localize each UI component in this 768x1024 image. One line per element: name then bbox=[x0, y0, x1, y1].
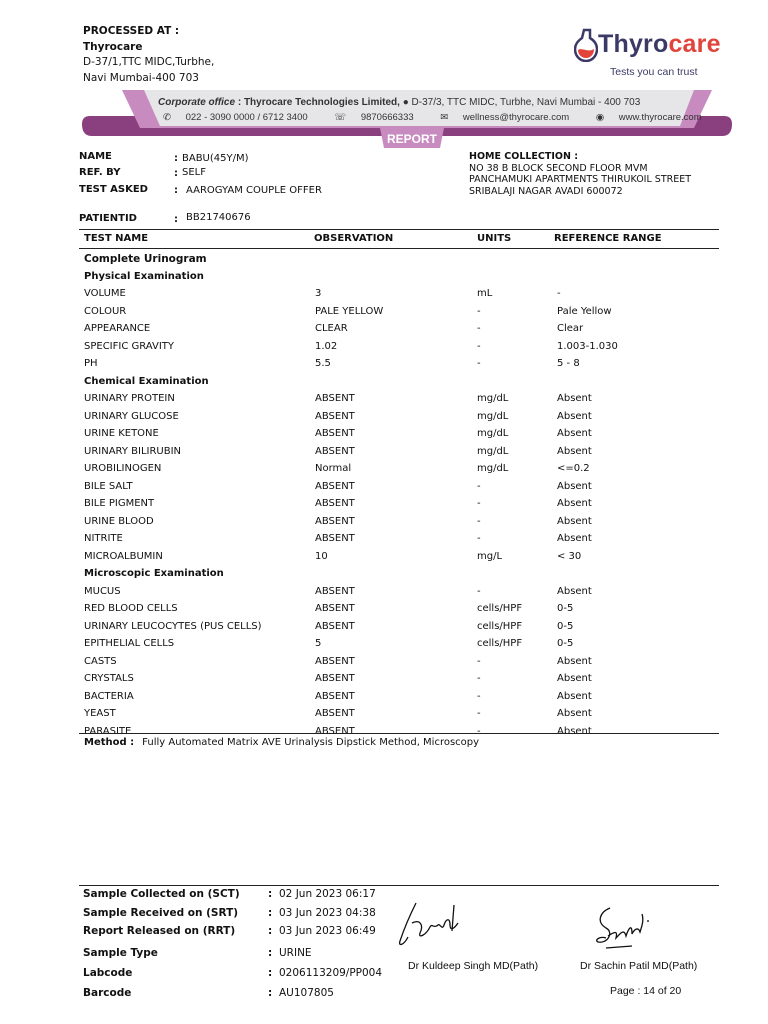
units-cell: cells/HPF bbox=[477, 620, 523, 632]
colon: : bbox=[268, 947, 273, 959]
colon: : bbox=[268, 967, 273, 979]
logo-word-part2: care bbox=[668, 30, 721, 58]
test-name-cell: MUCUS bbox=[84, 585, 121, 597]
reference-range-cell: Absent bbox=[557, 725, 592, 737]
reference-range-cell: 0-5 bbox=[557, 603, 574, 614]
reference-range-cell: - bbox=[557, 288, 561, 299]
units-cell: mg/L bbox=[477, 550, 503, 562]
name-label: NAME bbox=[79, 151, 112, 162]
observation-cell: ABSENT bbox=[315, 533, 355, 544]
table-row bbox=[84, 530, 724, 548]
section-name: Chemical Examination bbox=[84, 375, 209, 387]
patient-name: BABU(45Y/M) bbox=[182, 153, 249, 164]
table-row bbox=[84, 705, 724, 723]
table-row bbox=[84, 583, 724, 601]
footer-label: Barcode bbox=[83, 987, 132, 999]
test-name-cell: MICROALBUMIN bbox=[84, 550, 163, 562]
reference-range-cell: Absent bbox=[557, 480, 592, 492]
units-cell: - bbox=[477, 480, 481, 492]
table-bottom-rule bbox=[79, 733, 719, 734]
test-asked-label: TEST ASKED bbox=[79, 184, 148, 195]
section-name: Physical Examination bbox=[84, 270, 204, 282]
report-label: REPORT bbox=[386, 132, 437, 146]
globe-icon: ◉ bbox=[595, 112, 605, 123]
corporate-name: : Thyrocare Technologies Limited, bbox=[235, 97, 400, 108]
table-row bbox=[84, 460, 724, 478]
reference-range-cell: Absent bbox=[557, 655, 592, 667]
test-name-cell: BILE SALT bbox=[84, 480, 133, 492]
colon: : bbox=[268, 925, 273, 937]
units-cell: - bbox=[477, 673, 481, 684]
home-collection-label: HOME COLLECTION : bbox=[469, 151, 579, 162]
footer-value: 03 Jun 2023 06:49 bbox=[279, 925, 376, 937]
units-cell: mg/dL bbox=[477, 445, 509, 457]
units-cell: mL bbox=[477, 288, 493, 299]
footer-label: Sample Type bbox=[83, 947, 158, 959]
thyrocare-logo bbox=[574, 26, 744, 82]
email-address: wellness@thyrocare.com bbox=[462, 112, 570, 123]
observation-cell: ABSENT bbox=[315, 708, 355, 719]
units-cell: - bbox=[477, 515, 481, 527]
observation-cell: ABSENT bbox=[315, 690, 355, 702]
section-header bbox=[84, 268, 724, 286]
test-name-cell: BILE PIGMENT bbox=[84, 498, 155, 509]
colon: : bbox=[174, 214, 178, 225]
reference-range-cell: 1.003-1.030 bbox=[557, 340, 618, 352]
contact-line bbox=[163, 112, 723, 123]
units-cell: cells/HPF bbox=[477, 603, 523, 614]
reference-range-cell: Clear bbox=[557, 323, 584, 334]
reference-range-cell: Absent bbox=[557, 445, 592, 457]
results-table-header bbox=[79, 229, 719, 249]
group-title: Complete Urinogram bbox=[84, 253, 207, 265]
test-name-cell: URINARY BILIRUBIN bbox=[84, 445, 182, 457]
test-name-cell: BACTERIA bbox=[84, 690, 134, 702]
test-name-cell: VOLUME bbox=[84, 288, 126, 299]
observation-cell: Normal bbox=[315, 463, 352, 474]
table-row bbox=[84, 408, 724, 426]
logo-tagline: Tests you can trust bbox=[610, 66, 698, 78]
doctor1-name: Dr Kuldeep Singh MD(Path) bbox=[408, 960, 539, 972]
logo-word-part1: Thyro bbox=[598, 30, 669, 58]
header-observation: OBSERVATION bbox=[314, 233, 394, 244]
table-row bbox=[84, 653, 724, 671]
section-name: Microscopic Examination bbox=[84, 568, 224, 579]
colon: : bbox=[268, 907, 273, 919]
table-row bbox=[84, 425, 724, 443]
test-name-cell: SPECIFIC GRAVITY bbox=[84, 340, 174, 352]
patient-id: BB21740676 bbox=[186, 212, 251, 223]
home-address-line3: SRIBALAJI NAGAR AVADI 600072 bbox=[469, 185, 623, 197]
units-cell: mg/dL bbox=[477, 393, 509, 404]
processed-at-label: PROCESSED AT : bbox=[83, 25, 180, 37]
table-row bbox=[84, 355, 724, 373]
reference-range-cell: Absent bbox=[557, 515, 592, 527]
method-line bbox=[84, 737, 479, 748]
table-row bbox=[84, 338, 724, 356]
doctor2-name: Dr Sachin Patil MD(Path) bbox=[580, 960, 698, 972]
test-asked: AAROGYAM COUPLE OFFER bbox=[186, 185, 322, 196]
section-header bbox=[84, 373, 724, 391]
reference-range-cell: Absent bbox=[557, 673, 592, 684]
observation-cell: ABSENT bbox=[315, 428, 355, 439]
reference-range-cell: Absent bbox=[557, 708, 592, 719]
test-name-cell: APPEARANCE bbox=[84, 323, 151, 334]
footer-value: 02 Jun 2023 06:17 bbox=[279, 888, 376, 900]
method-text: Fully Automated Matrix AVE Urinalysis Dipstick Method, Microscopy bbox=[142, 737, 480, 748]
lab-name: Thyrocare bbox=[83, 40, 143, 53]
footer-label: Sample Received on (SRT) bbox=[83, 907, 239, 919]
footer-label: Report Released on (RRT) bbox=[83, 925, 236, 937]
test-name-cell: RED BLOOD CELLS bbox=[84, 603, 178, 614]
test-name-cell: NITRITE bbox=[84, 533, 123, 544]
ref-by: SELF bbox=[182, 167, 206, 178]
table-row bbox=[84, 478, 724, 496]
units-cell: - bbox=[477, 725, 481, 737]
observation-cell: ABSENT bbox=[315, 585, 355, 597]
test-name-cell: PH bbox=[84, 358, 98, 369]
observation-cell: 5.5 bbox=[315, 358, 331, 369]
whatsapp-icon: ☏ bbox=[334, 112, 347, 123]
corporate-address: D-37/3, TTC MIDC, Turbhe, Navi Mumbai - 400 703 bbox=[408, 97, 641, 108]
reference-range-cell: Pale Yellow bbox=[557, 305, 612, 317]
footer-label: Labcode bbox=[83, 967, 133, 979]
drop-logo-icon bbox=[574, 28, 598, 62]
table-row bbox=[84, 285, 724, 303]
test-name-cell: UROBILINOGEN bbox=[84, 463, 162, 474]
table-row bbox=[84, 688, 724, 706]
signature-kuldeep bbox=[394, 895, 474, 953]
units-cell: - bbox=[477, 708, 481, 719]
colon: : bbox=[174, 185, 178, 196]
footer-value: 0206113209/PP004 bbox=[279, 967, 383, 979]
observation-cell: ABSENT bbox=[315, 480, 355, 492]
processed-at-block bbox=[83, 24, 343, 86]
website: www.thyrocare.com bbox=[618, 112, 702, 123]
units-cell: - bbox=[477, 498, 481, 509]
reference-range-cell: 5 - 8 bbox=[557, 358, 580, 369]
units-cell: - bbox=[477, 655, 481, 667]
table-row bbox=[84, 303, 724, 321]
reference-range-cell: < 30 bbox=[557, 550, 582, 562]
test-name-cell: URINARY LEUCOCYTES (PUS CELLS) bbox=[84, 620, 262, 632]
test-group-title bbox=[84, 250, 724, 268]
observation-cell: ABSENT bbox=[315, 603, 355, 614]
table-row bbox=[84, 548, 724, 566]
observation-cell: ABSENT bbox=[315, 620, 355, 632]
observation-cell: 10 bbox=[315, 550, 328, 562]
observation-cell: ABSENT bbox=[315, 673, 355, 684]
footer-rule bbox=[79, 885, 719, 886]
method-label: Method : bbox=[84, 737, 135, 748]
corporate-office-line bbox=[158, 97, 718, 108]
footer-value: URINE bbox=[279, 947, 312, 959]
units-cell: mg/dL bbox=[477, 428, 509, 439]
units-cell: - bbox=[477, 323, 481, 334]
units-cell: mg/dL bbox=[477, 463, 509, 474]
header-reference-range: REFERENCE RANGE bbox=[554, 233, 662, 244]
phone-icon: ✆ bbox=[163, 112, 171, 123]
section-header bbox=[84, 565, 724, 583]
patient-id-label: PATIENTID bbox=[79, 213, 137, 224]
table-row bbox=[84, 600, 724, 618]
results-table-body bbox=[84, 250, 724, 740]
observation-cell: CLEAR bbox=[315, 323, 348, 334]
observation-cell: 1.02 bbox=[315, 340, 338, 352]
test-name-cell: URINARY GLUCOSE bbox=[84, 410, 179, 422]
test-name-cell: CRYSTALS bbox=[84, 673, 134, 684]
test-name-cell: URINE BLOOD bbox=[84, 515, 154, 527]
table-row bbox=[84, 443, 724, 461]
test-name-cell: CASTS bbox=[84, 655, 117, 667]
page-number: Page : 14 of 20 bbox=[610, 985, 682, 997]
reference-range-cell: 0-5 bbox=[557, 638, 574, 649]
units-cell: - bbox=[477, 305, 481, 317]
colon: : bbox=[268, 888, 273, 900]
reference-range-cell: Absent bbox=[557, 585, 592, 597]
test-name-cell: COLOUR bbox=[84, 305, 127, 317]
footer-value: AU107805 bbox=[279, 987, 334, 999]
reference-range-cell: Absent bbox=[557, 533, 592, 544]
units-cell: - bbox=[477, 690, 481, 702]
home-collection-block bbox=[469, 151, 759, 197]
lab-address-line2: Navi Mumbai-400 703 bbox=[83, 71, 199, 84]
location-pin-icon: ● bbox=[402, 97, 409, 108]
reference-range-cell: Absent bbox=[557, 690, 592, 702]
units-cell: - bbox=[477, 340, 481, 352]
reference-range-cell: <=0.2 bbox=[557, 463, 590, 474]
test-name-cell: PARASITE bbox=[84, 725, 132, 737]
colon: : bbox=[268, 987, 273, 999]
observation-cell: 3 bbox=[315, 288, 322, 299]
observation-cell: ABSENT bbox=[315, 498, 355, 509]
lab-address-line1: D-37/1,TTC MIDC,Turbhe, bbox=[83, 56, 215, 68]
test-name-cell: URINE KETONE bbox=[84, 428, 159, 439]
observation-cell: PALE YELLOW bbox=[315, 305, 384, 317]
colon: : bbox=[174, 168, 178, 179]
observation-cell: ABSENT bbox=[315, 515, 355, 527]
phone-number: 022 - 3090 0000 / 6712 3400 bbox=[185, 112, 308, 123]
table-row bbox=[84, 635, 724, 653]
table-row bbox=[84, 390, 724, 408]
reference-range-cell: 0-5 bbox=[557, 620, 574, 632]
test-name-cell: YEAST bbox=[84, 708, 116, 719]
reference-range-cell: Absent bbox=[557, 393, 592, 404]
ref-label: REF. BY bbox=[79, 167, 121, 178]
header-test-name: TEST NAME bbox=[84, 233, 149, 244]
observation-cell: ABSENT bbox=[315, 445, 355, 457]
units-cell: - bbox=[477, 585, 481, 597]
table-row bbox=[84, 495, 724, 513]
home-address-line1: NO 38 B BLOCK SECOND FLOOR MVM bbox=[469, 162, 648, 174]
colon: : bbox=[174, 153, 178, 164]
observation-cell: ABSENT bbox=[315, 655, 355, 667]
table-row bbox=[84, 320, 724, 338]
footer-label: Sample Collected on (SCT) bbox=[83, 888, 240, 900]
reference-range-cell: Absent bbox=[557, 428, 592, 439]
home-address-line2: PANCHAMUKI APARTMENTS THIRUKOIL STREET bbox=[469, 174, 692, 185]
observation-cell: ABSENT bbox=[315, 393, 355, 404]
whatsapp-number: 9870666333 bbox=[360, 112, 414, 123]
corporate-label: Corporate office bbox=[158, 97, 236, 108]
test-name-cell: EPITHELIAL CELLS bbox=[84, 638, 175, 649]
observation-cell: ABSENT bbox=[315, 410, 355, 422]
email-icon: ✉ bbox=[440, 112, 449, 123]
table-row bbox=[84, 670, 724, 688]
units-cell: - bbox=[477, 533, 481, 544]
table-row bbox=[84, 618, 724, 636]
observation-cell: 5 bbox=[315, 638, 322, 649]
test-name-cell: URINARY PROTEIN bbox=[84, 393, 175, 404]
footer-value: 03 Jun 2023 04:38 bbox=[279, 907, 376, 919]
units-cell: - bbox=[477, 358, 481, 369]
units-cell: mg/dL bbox=[477, 410, 509, 422]
reference-range-cell: Absent bbox=[557, 410, 592, 422]
units-cell: cells/HPF bbox=[477, 638, 523, 649]
signature-sachin bbox=[592, 902, 656, 954]
table-row bbox=[84, 513, 724, 531]
header-units: UNITS bbox=[477, 233, 512, 244]
reference-range-cell: Absent bbox=[557, 498, 592, 509]
observation-cell: ABSENT bbox=[315, 725, 355, 737]
